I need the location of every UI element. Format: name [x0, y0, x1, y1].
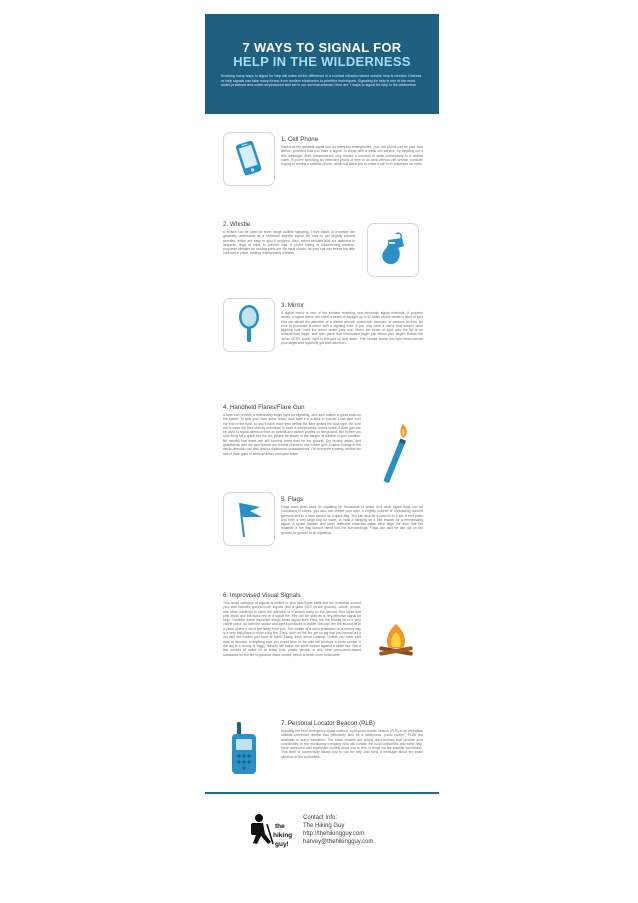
- flare-torch-icon: [373, 420, 417, 490]
- header-banner: [205, 14, 439, 114]
- svg-text:the: the: [275, 823, 285, 830]
- section-cell-phone: [205, 132, 439, 212]
- contact-url[interactable]: http://thehikingguy.com: [303, 831, 365, 837]
- section-plb: [205, 716, 439, 786]
- footer-divider: [205, 792, 439, 794]
- contact-block: [303, 814, 373, 846]
- campfire-icon: [373, 620, 419, 660]
- svg-text:hiking: hiking: [273, 832, 293, 839]
- intro-paragraph: Knowing many ways to signal for help will make all the difference in a survival situation where outside help is needed. Distress or help signals can take many forms, from modern electronics to primitive techniques. Signaling for help is one of the most under-practiced and under-emphasized skill set in our survival arsenal. Here are 7 ways to signal for help in the wilderness.: [221, 74, 422, 88]
- section-flares: [205, 402, 439, 502]
- section-flags: [205, 492, 439, 572]
- section-title: 1. Cell Phone: [281, 136, 319, 143]
- section-text: This broad category of signals is limited to your MacGyver skills and the materials around you, and includes ground-to-air signals (like a giant SOS on the ground), cairns, arrows, and other markings to catch the attention of a search party on the ground. Red lights and pine sticks and the black one of a signal fire. Fire can be used as a very effective signal for help. Consider these important things about signal fires: First, the fire should be in a very visible place, so both the smoke and light it produces is visible. Second, the fire should be in a place where it won't get away from you. The middle of a dried grassland on a breezy day is a very bad place to build a big fire. Third, don't let the fire get so big that you cannot put it out with the means you have at hand. Lastly, think about contrast. Unless you have stuff dark or likewise, everything else you would burn in the wild will produce a white smoke. If the sky is a cloudy or foggy, nobody will notice the white smoke against a white sky. Use a few ounces of motor oil or brake fluid, plastic pieces, or any other petro-leum-based substance on the fire to produce black smoke, which is much more noticeable.: [223, 601, 361, 657]
- section-visual-signals: [205, 590, 439, 710]
- section-text: Flags have been used for signaling for thousands of years. And while signal flags can be purchased in stores, you also can create your own. A brightly colored or contrasting colored garment tied to a stick serves as a quick flag. You can also tie a poncho to a set of tent poles and form a very large flag for wave, or hoist it hanging on a tree branch for a freestanding signal. A space blanket and other reflective materials make ideal flags. Be sure that the material of the flag doesn't blend into the surroundings. Flags can also be laid out on the ground for ground to air signaling.: [281, 505, 423, 535]
- title-line-2: HELP IN THE WILDERNESS: [233, 54, 411, 69]
- section-title: 3. Mirror: [281, 302, 305, 309]
- whistle-icon: [367, 223, 419, 277]
- cell-phone-icon: [223, 132, 275, 186]
- section-text: Hailed as the greatest signal tool for everyday emergencies, your cell phone can be your best lifeline, provided that you have a signal. In areas with a weak cell service, try sending out a text message. SMS transmissions only require a moment of weak connectivity to a nearby tower. If you're spending an extended period of time in an area without cell service, consider buying or renting a satellite phone, which will allow you to make a call from anywhere on earth.: [281, 145, 423, 167]
- section-whistle: [205, 219, 439, 289]
- section-mirror: [205, 298, 439, 388]
- svg-text:guy!: guy!: [275, 841, 289, 848]
- section-title: 5. Flags: [281, 496, 304, 503]
- flag-icon: [223, 492, 275, 546]
- section-title: 6. Improvised Visual Signals: [223, 592, 301, 599]
- plb-device-icon: [227, 720, 261, 778]
- contact-name: The Hiking Guy: [303, 823, 345, 829]
- hiking-guy-logo: [245, 810, 297, 856]
- title-line-1: 7 WAYS TO SIGNAL FOR: [242, 40, 402, 55]
- section-title: 2. Whistle: [223, 221, 251, 228]
- contact-label: Contact Info:: [303, 815, 338, 821]
- section-text: A flare can provide a reasonably bright light for signaling, and also makes a great back-up fire starter. To give your flare some reach, duct tape it to a stick or branch. Duct tape onto the end of the flare, so you'll have more time before the flare ignites the duct tape. Be sure not to wave the flare directly overhead, in case it unexpectedly comes loose. A flare gun can be used to signal attention from an aircraft and search parties on the ground. But before you shot firing off a quick into the air, please be aware of the danger of wildfire in your location. Be mindful that flares are still burning when they hit the ground. Dry brushy areas, and grasslands, and dry pine forests are terrible places to use a flare gun. A quick change in the winds direction can also lead to disastrous consequences. For everyone's safety, restrict the use of flare guns to wetland areas and open water.: [223, 413, 361, 456]
- section-text: Arguably the best emergency signal method, a personal locator beacon (PLB) is an affordable satellite-connected device that effectively acts as a wilderness "panic button." PLBs are available in many variations. The basic models are simply alert buttons that provide your coordinates to the monitoring company who will contact the local authorities and send help. More advanced and expensive models allow you to text or email via the satellite connection. This level of connectivity allows you to call for help and send a message about the exact situation to the authorities.: [281, 729, 423, 759]
- section-title: 7. Personal Locator Beacon (PLB): [281, 720, 375, 727]
- section-text: A whistle can be used for short range audible signaling. Three blasts of a whistle are generally understood as a universal distress signal. Be sure to get brightly colored whistles, which are easy to spot if dropped. Also, select whistles that are attached to lanyards, rings or clips, to prevent loss. If you're hiking in cold/freezing weather, purchase whistles for moving parts are the ideal choice, as your spit can freeze the little cork ball in place, making it temporarily useless.: [223, 230, 355, 256]
- section-text: A signal mirror is one of the furthest reaching, non-electronic signal methods. If properly aimed, a signal mirror can shine a beam of daylight up to 10 miles and/or create a flash of light that can attract the attention of a distant aircraft, watercraft, vehicles, or persons on foot. Be sure to purchase a mirror with a sighting hole. If you only have a mirror that doesn't have sighting hole, hold the mirror under your eye, direct the beam of light onto the tip of an outstretched finger, and then place that illuminated finger just below your target. Rotate the mirror VERY slowly right to left and up and down. This should sweep the light beam across your target and hopefully get their attention.: [281, 311, 423, 346]
- section-title: 4. Handheld Flares/Flare Gun: [223, 404, 305, 411]
- contact-email[interactable]: harvey@thehikingguy.com: [303, 839, 374, 845]
- infographic-sheet: [205, 14, 439, 874]
- hand-mirror-icon: [223, 298, 275, 352]
